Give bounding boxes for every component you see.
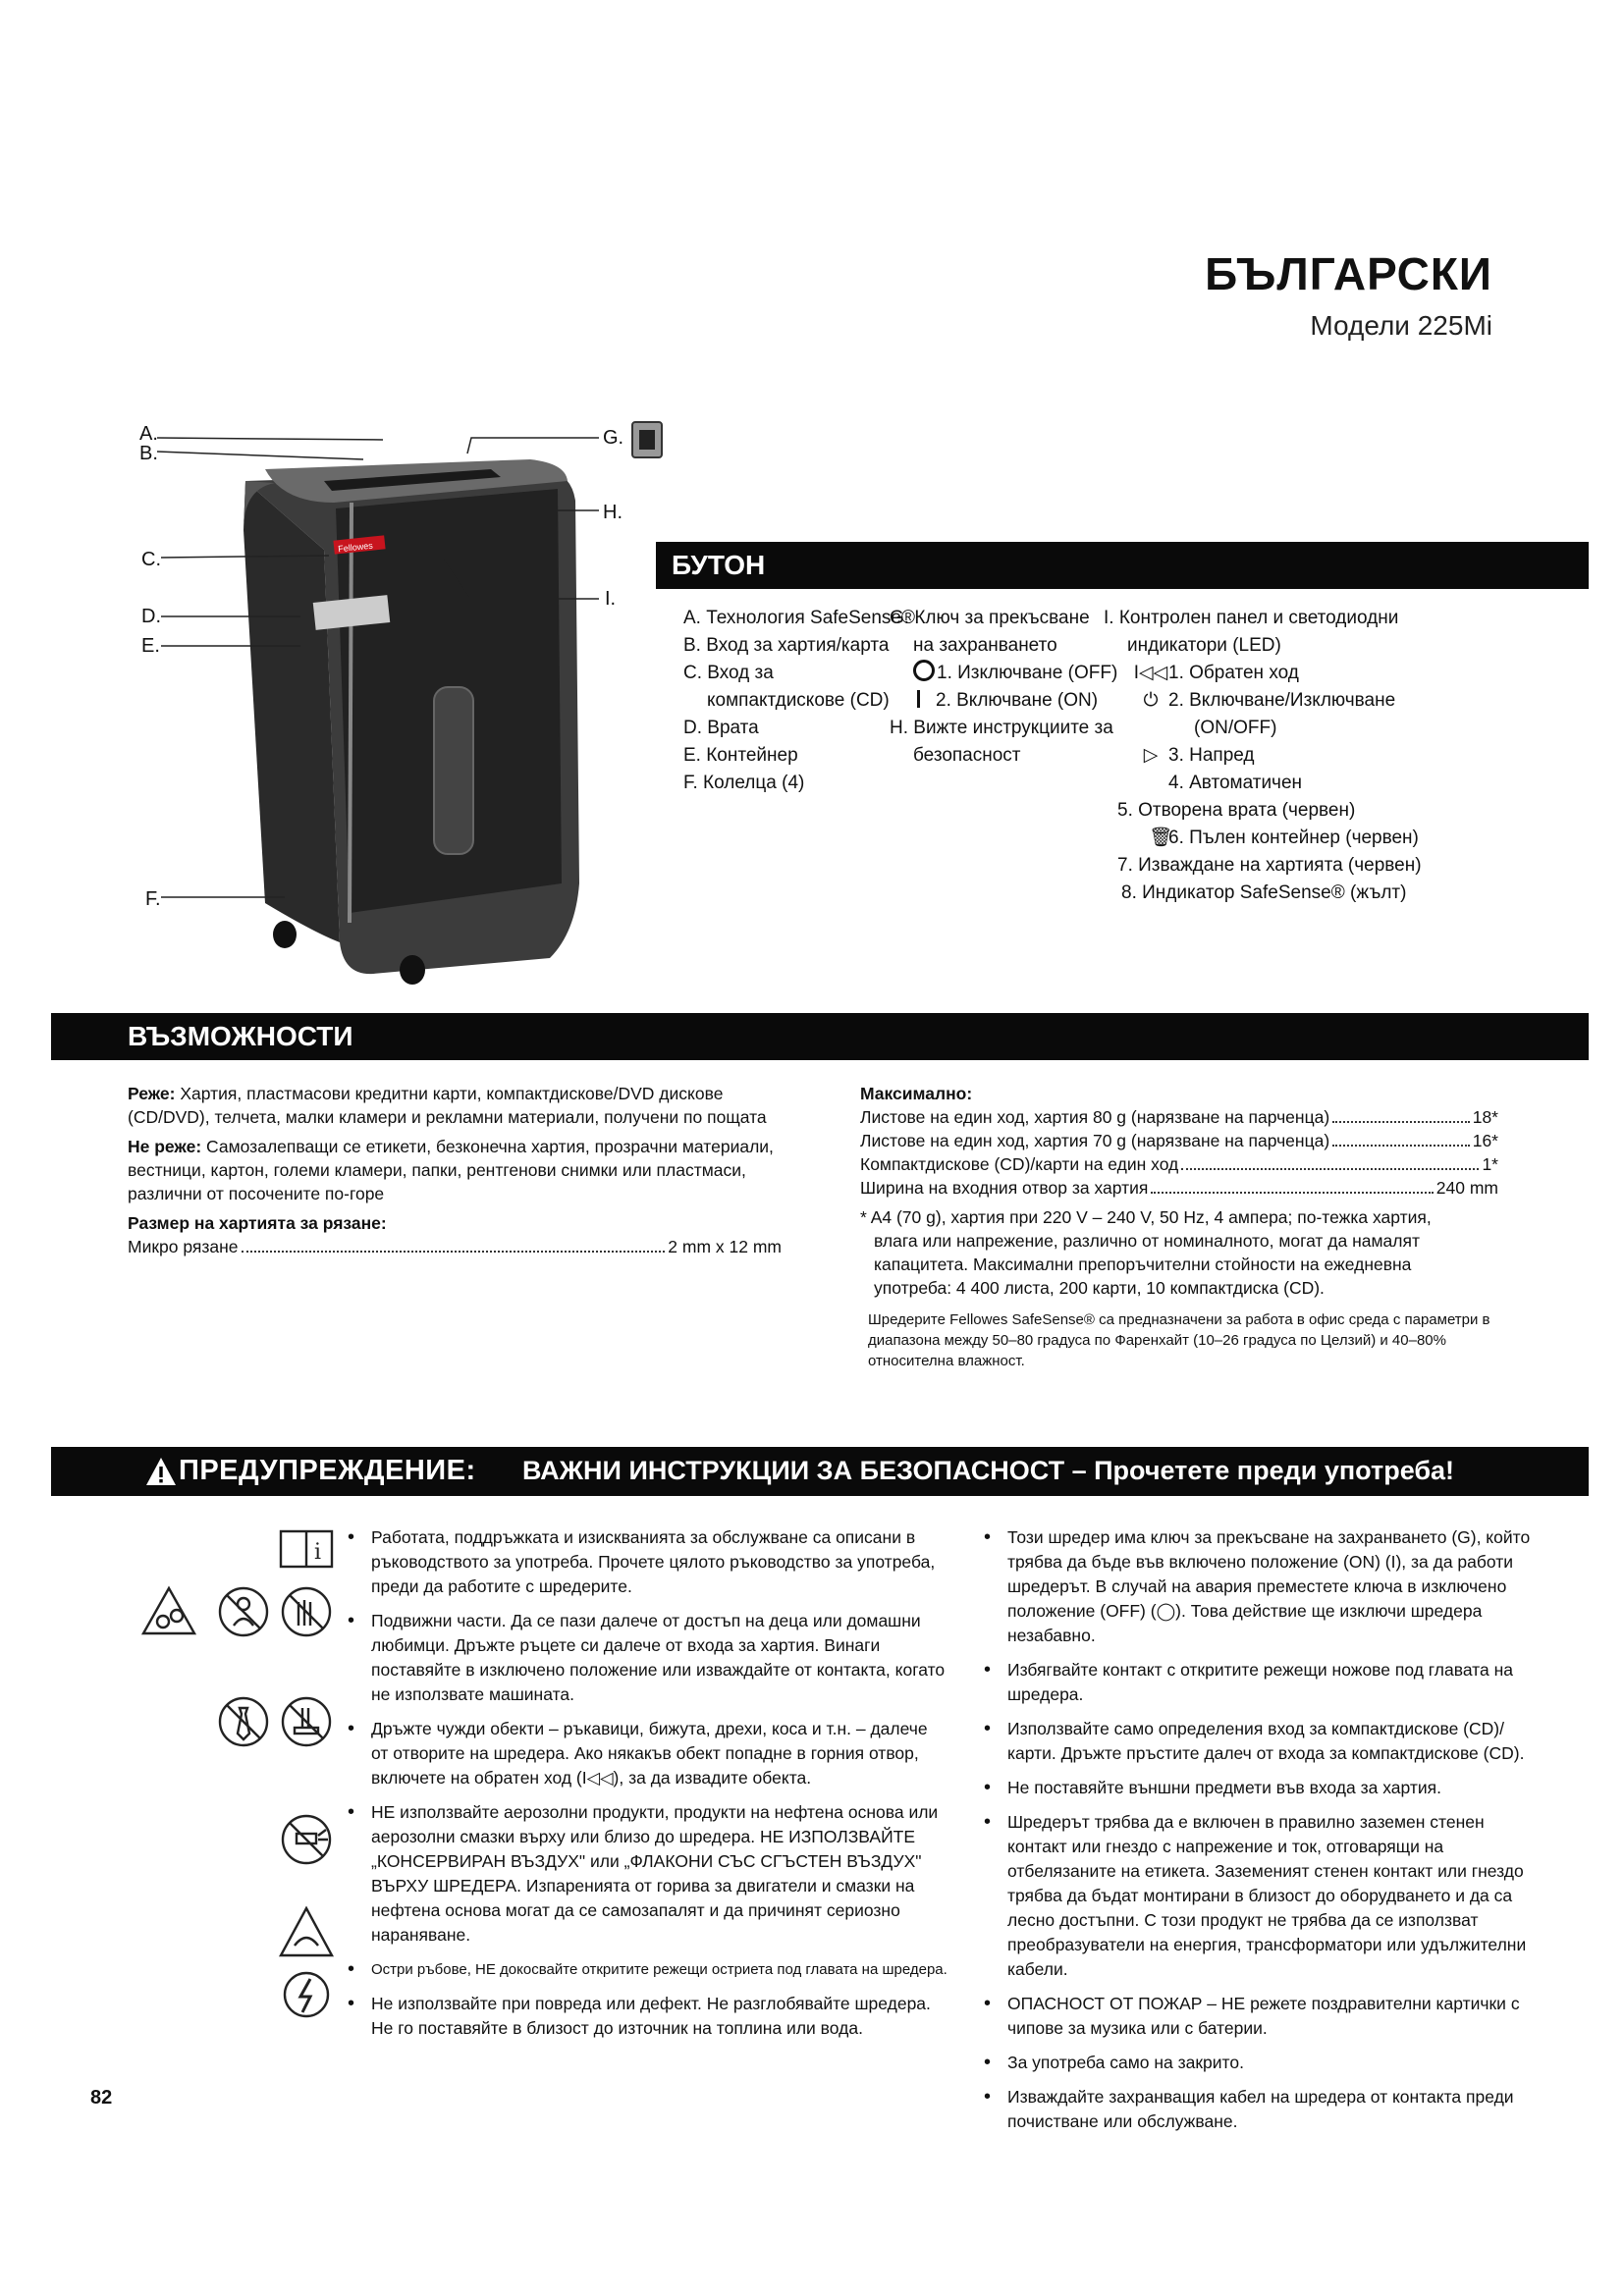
warning-subtitle: ВАЖНИ ИНСТРУКЦИИ ЗА БЕЗОПАСНОСТ – Прочетете преди употреба! [522, 1456, 1455, 1485]
features-left [128, 1082, 795, 1258]
list-item: A. Технология SafeSense® [683, 608, 915, 628]
shredder-diagram [118, 412, 668, 1001]
parts-list-col3 [1104, 605, 1422, 907]
page-number: 82 [90, 2087, 113, 2109]
list-item: I. Контролен панел и светодиодни [1104, 608, 1399, 628]
list-item: • НЕ използвайте аерозолни продукти, продукти на нефтена основа или аерозолни смазки върху или близо до шредера. НЕ ИЗПОЛЗВАЙТЕ „КОНСЕРВИРАН ВЪЗДУХ" или „ФЛАКОНИ СЪС СГЪСТЕН ВЪЗДУХ" ВЪРХУ ШРЕДЕРА. Изпаренията от горива за двигатели и смазки на нефтена основа могат да се самозапалят и да причинят сериозно нараняване. [348, 1800, 948, 1948]
features-right [860, 1082, 1498, 1371]
manual-icon [281, 1531, 332, 1567]
parts-list-col1 [683, 605, 915, 797]
language-heading: БЪЛГАРСКИ [1205, 248, 1492, 299]
bin-icon: 🗑 [1149, 828, 1173, 848]
list-item: 4. Автоматичен [1168, 773, 1303, 793]
sharp-edges-icon [281, 1908, 332, 1955]
safety-pictograms [137, 1527, 344, 2077]
max-row: Листове на един ход, хартия 80 g (нарязване на парченца) 18* [860, 1107, 1498, 1127]
list-item: • За употреба само на закрито. [984, 2051, 1534, 2075]
list-item: • Този шредер има ключ за прекъсване на захранването (G), който трябва да бъде във включено положение (ON) (I), за да работи шредерът. В случай на авария преместете ключа в изключено положение (OFF) (◯). Това действие ще изключи шредера незабавно. [984, 1525, 1534, 1648]
list-item: 5. Отворена врата (червен) [1117, 800, 1356, 821]
list-item: (ON/OFF) [1194, 718, 1277, 738]
list-item: безопасност [913, 745, 1021, 766]
list-item: ▷ 3. Напред [1104, 742, 1422, 770]
callout-f: F. [145, 888, 161, 910]
callout-a: A. [139, 423, 158, 445]
model-subtitle: Модели 225Mi [1310, 310, 1492, 341]
max-row: Листове на един ход, хартия 70 g (нарязване на парченца) 16* [860, 1131, 1498, 1150]
max-row: Компактдискове (CD)/карти на един ход 1* [860, 1154, 1498, 1174]
not-cuts-paragraph: Не реже: Самозалепващи се етикети, безконечна хартия, прозрачни материали, вестници, картон, големи кламери, папки, рентгенови снимки или пластмаси, различни от посочените по-горе [128, 1137, 774, 1203]
moving-parts-icon [143, 1588, 194, 1633]
list-item: • Изваждайте захранващия кабел на шредера от контакта преди почистване или обслужване. [984, 2085, 1534, 2134]
list-item: 8. Индикатор SafeSense® (жълт) [1121, 882, 1407, 903]
warning-list-left [348, 1525, 948, 2051]
list-item: C. Вход за [683, 663, 774, 683]
parts-section-title: БУТОН [672, 550, 766, 580]
callout-b: B. [139, 443, 158, 464]
callout-h: H. [603, 502, 623, 523]
no-hair-icon [283, 1698, 330, 1745]
list-item: • Шредерът трябва да е включен в правилно заземен стенен контакт или гнездо с напрежение и ток, отговарящи на отбелязаните на етикета. Заземеният стенен контакт или гнездо трябва да бъдат монтирани в близост до оборудването и да са лесно достъпни. С този продукт не трябва да се използват преобразуватели на енергия, трансформатори или удължителни кабели. [984, 1810, 1534, 1982]
features-section-title: ВЪЗМОЖНОСТИ [128, 1021, 353, 1051]
warning-triangle-icon [145, 1457, 177, 1486]
warning-section-bar [51, 1447, 1589, 1496]
list-item: I◁◁1. Обратен ход [1104, 660, 1422, 687]
list-item: 7. Изваждане на хартията (червен) [1117, 855, 1422, 876]
list-item: 1. Изключване (OFF) [890, 660, 1117, 687]
callout-i: I. [605, 588, 617, 610]
list-item: E. Контейнер [683, 745, 798, 766]
off-symbol-icon [913, 660, 935, 681]
no-children-icon [220, 1588, 267, 1635]
parts-section-bar [656, 542, 1589, 589]
list-item: индикатори (LED) [1127, 635, 1281, 656]
cut-size-label: Размер на хартията за рязане: [128, 1213, 387, 1233]
no-aerosol-icon [283, 1816, 330, 1863]
callout-e: E. [141, 635, 160, 657]
list-item: B. Вход за хартия/карта [683, 635, 890, 656]
list-item: • ОПАСНОСТ ОТ ПОЖАР – НЕ режете поздравителни картички с чипове за музика или с батерии. [984, 1992, 1534, 2041]
list-item: F. Колелца (4) [683, 773, 805, 793]
list-item: • Избягвайте контакт с откритите режещи ножове под главата на шредера. [984, 1658, 1534, 1707]
list-item: компактдискове (CD) [707, 690, 890, 711]
list-item: на захранването [913, 635, 1057, 656]
list-item: • Работата, поддръжката и изискванията за обслужване са описани в ръководството за употреба. Прочете цялото ръководство за употреба, преди да работите с шредерите. [348, 1525, 948, 1599]
warning-title: ПРЕДУПРЕЖДЕНИЕ: [179, 1455, 476, 1486]
no-tie-icon [220, 1698, 267, 1745]
list-item: 2. Включване (ON) [890, 687, 1117, 715]
cut-size-row: Микро рязане 2 mm x 12 mm [128, 1237, 782, 1256]
on-symbol-icon [917, 690, 920, 708]
list-item: • Не използвайте при повреда или дефект. Не разглобявайте шредера. Не го поставяйте в близост до източник на топлина или вода. [348, 1992, 948, 2041]
max-label: Максимално: [860, 1084, 973, 1103]
list-item: G. Ключ за прекъсване [890, 608, 1090, 628]
list-item: H. Вижте инструкциите за [890, 718, 1113, 738]
parts-list-col2 [890, 605, 1117, 770]
list-item: • Подвижни части. Да се пази далече от достъп на деца или домашни любимци. Дръжте ръцете си далече от входа за хартия. Винаги поставяйте в изключено положение или изваждайте от контакта, когато не използвате машината. [348, 1609, 948, 1707]
max-row: Ширина на входния отвор за хартия 240 mm [860, 1178, 1498, 1198]
reverse-icon: I◁◁ [1133, 663, 1168, 683]
no-hands-icon [283, 1588, 330, 1635]
warning-list-right [984, 1525, 1534, 2144]
callout-c: C. [141, 549, 161, 570]
list-item: 🗑6. Пълен контейнер (червен) [1104, 825, 1422, 852]
features-section-bar [51, 1013, 1589, 1060]
power-switch-icon [632, 422, 662, 457]
environment-note: Шредерите Fellowes SafeSense® са предназначени за работа в офис среда с параметри в диапазона между 50–80 градуса по Фаренхайт (10–26 градуса по Целзий) и 40–80% относителна влажност. [868, 1311, 1490, 1369]
callout-g: G. [603, 427, 624, 449]
brand-badge: Fellowes [337, 540, 374, 555]
callout-d: D. [141, 606, 161, 627]
power-icon: ⏻ [1143, 690, 1159, 711]
list-item: ⏻ 2. Включване/Изключване [1104, 687, 1422, 715]
cuts-paragraph: Реже: Хартия, пластмасови кредитни карти, компактдискове/DVD дискове (CD/DVD), телчета, малки кламери и рекламни материали, получени по пощата [128, 1084, 767, 1127]
list-item: • Остри ръбове, НЕ докосвайте откритите режещи остриета под главата на шредера. [348, 1957, 948, 1982]
forward-icon: ▷ [1143, 745, 1159, 766]
list-item: • Дръжте чужди обекти – ръкавици, бижута, дрехи, коса и т.н. – далече от отворите на шредера. Ако някакъв обект попадне в горния отвор, включете на обратен ход (I◁◁), за да извадите обекта. [348, 1717, 948, 1790]
electric-shock-icon [285, 1973, 328, 2016]
list-item: D. Врата [683, 718, 759, 738]
list-item: • Използвайте само определения вход за компактдискове (CD)/карти. Дръжте пръстите далеч от входа за компактдискове (CD). [984, 1717, 1534, 1766]
svg-text:i: i [314, 1540, 322, 1565]
footnote: * A4 (70 g), хартия при 220 V – 240 V, 50 Hz, 4 ампера; по-тежка хартия, влага или напрежение, различно от номиналното, могат да намалят капацитета. Максимални препоръчителни стойности на ежедневна употреба: 4 400 листа, 200 карти, 10 компактдиска (CD). [860, 1207, 1432, 1298]
list-item: • Не поставяйте външни предмети във входа за хартия. [984, 1776, 1534, 1800]
